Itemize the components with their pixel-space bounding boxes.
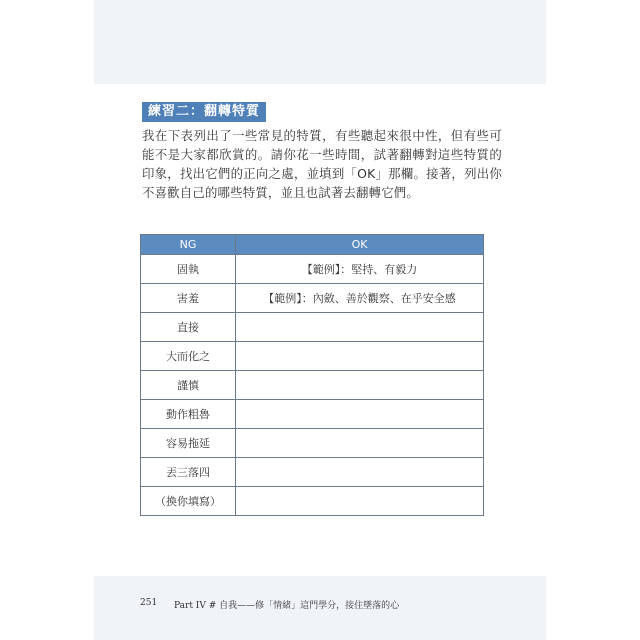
ok-cell: 【範例】：堅持、有毅力 bbox=[236, 255, 484, 284]
table-row bbox=[141, 429, 484, 458]
ng-cell: 直接 bbox=[141, 313, 236, 342]
page-number: 251 bbox=[140, 598, 158, 608]
exercise-title: 練習二：翻轉特質 bbox=[142, 102, 266, 122]
ng-cell: 動作粗魯 bbox=[141, 400, 236, 429]
table-row bbox=[141, 342, 484, 371]
table-row bbox=[141, 255, 484, 284]
ok-cell bbox=[236, 458, 484, 487]
top-band bbox=[94, 0, 546, 84]
ng-cell: 丟三落四 bbox=[141, 458, 236, 487]
ng-cell: 容易拖延 bbox=[141, 429, 236, 458]
table-header-row bbox=[141, 235, 484, 255]
ng-cell: 大而化之 bbox=[141, 342, 236, 371]
table-row bbox=[141, 371, 484, 400]
ok-column-header: OK bbox=[236, 235, 484, 255]
ok-cell: 【範例】：內斂、善於觀察、在乎安全感 bbox=[236, 284, 484, 313]
ok-cell bbox=[236, 342, 484, 371]
table-row bbox=[141, 313, 484, 342]
ng-cell: 害羞 bbox=[141, 284, 236, 313]
ng-cell: 固執 bbox=[141, 255, 236, 284]
traits-table bbox=[140, 234, 484, 516]
ok-cell bbox=[236, 313, 484, 342]
table-row bbox=[141, 487, 484, 516]
ok-cell bbox=[236, 487, 484, 516]
table-row bbox=[141, 458, 484, 487]
ok-cell bbox=[236, 400, 484, 429]
ng-column-header: NG bbox=[141, 235, 236, 255]
ok-cell bbox=[236, 429, 484, 458]
intro-paragraph: 我在下表列出了一些常見的特質，有些聽起來很中性，但有些可能不是大家都欣賞的。請你花一些時間，試著翻轉對這些特質的印象，找出它們的正向之處，並填到「OK」那欄。接著，列出你不喜歡自己的哪些特質，並且也試著去翻轉它們。 bbox=[142, 128, 502, 200]
running-title: Part IV # 自我——修「情緒」這門學分，接住墜落的心 bbox=[174, 601, 400, 611]
book-page bbox=[94, 0, 546, 640]
table-row bbox=[141, 284, 484, 313]
table-row bbox=[141, 400, 484, 429]
ok-cell bbox=[236, 371, 484, 400]
ng-cell: （換你填寫） bbox=[141, 487, 236, 516]
ng-cell: 謹慎 bbox=[141, 371, 236, 400]
